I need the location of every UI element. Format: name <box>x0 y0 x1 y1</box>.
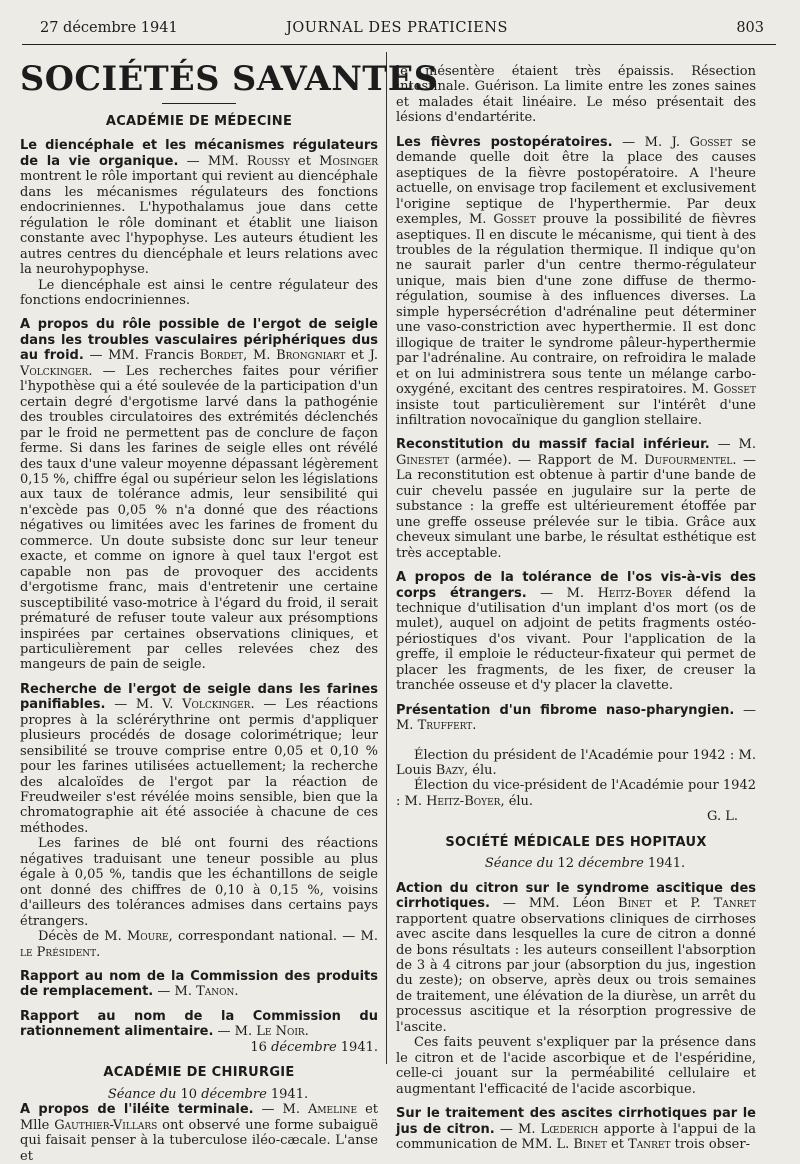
author-name: Tanon <box>196 984 235 1000</box>
article-massif-facial <box>396 437 756 561</box>
article-paragraph: Rapport au nom de la Commission des produits de remplacement. — M. Tanon. <box>20 969 378 1000</box>
author-name: Ameline <box>307 1102 358 1118</box>
header-journal-title: JOURNAL DES PRATICIENS <box>286 20 508 36</box>
article-title: Rapport au nom de la Commission du rationnement alimentaire. <box>20 1008 378 1040</box>
right-column <box>396 64 756 1152</box>
session-date: 16 décembre 1941. <box>250 1039 378 1055</box>
author-name: Truffert <box>417 718 473 734</box>
article-ergot-froid <box>20 317 378 672</box>
author-name: Tanret <box>628 1137 671 1152</box>
article-paragraph: Les fièvres postopératoires. — M. J. Gosset se demande quelle doit être la place des causes aseptiques de la fièvre postopératoire. A l'heure actuelle, on envisage trop facilement et exclusivement l'origine septique de l'hyperthermie. Par deux exemples, M. Gosset prouve la possibilité de fièvres aseptiques. Il en discute le mécanisme, qui tient à des troubles de la régulation thermique. Il indique qu'on ne saurait parler d'un centre thermo-régulateur unique, mais bien d'une zone diffuse de thermo-régulation, soumise à des influences diverses. La simple hypersécrétion d'adrénaline peut déterminer une vaso-constriction avec hyperthermie. Il est donc illogique de traiter le syndrome pâleur-hyperthermie par l'adrénaline. Au contraire, on refroidira le malade et on lui administrera sous tente un mélange carbo-oxygéné, excitant des centres respiratoires. M. Gosset insiste tout particulièrement sur l'intérêt d'une infiltration novocaïnique du ganglion stellaire. <box>396 134 756 428</box>
header-page-number: 803 <box>736 20 764 36</box>
article-title: Action du citron sur le syndrome ascitique des cirrhotiques. <box>396 880 756 912</box>
article-jus-citron <box>396 1106 756 1152</box>
article-paragraph: A propos de l'iléite terminale. — M. Ameline et Mlle Gauthier-Villars ont observé une forme subaiguë qui faisait penser à la tuberculose iléo-cæcale. L'anse et <box>20 1102 379 1164</box>
election-vice-president: Élection du vice-président de l'Académie pour 1942 : M. Heitz-Boyer, élu. <box>396 778 756 809</box>
person-name: Heitz-Boyer <box>426 793 501 809</box>
author-name: Volckinger <box>182 697 251 713</box>
signature: G. L. <box>707 809 738 825</box>
article-paragraph: Ces faits peuvent s'expliquer par la présence dans le citron et de l'acide ascorbique et de l'espéridine, celle-ci jouant sur la perméabilité cellulaire et augmentant l'efficacité de l'acide ascorbique. <box>396 1035 756 1097</box>
deces-notice: Décès de M. Moure, correspondant national. — M. le Président. <box>20 929 378 960</box>
article-paragraph: Le diencéphale et les mécanismes régulateurs de la vie organique. — MM. Roussy et Mosinger montrent le rôle important qui revient au diencéphale dans les mécanismes régulateurs des fonctions endocriniennes. L'hypothalamus joue dans cette régulation le rôle dominant et établit une liaison constante avec l'hypophyse. Les auteurs étudient les autres centres du diencéphale et leurs relations avec la neurohypophyse. <box>20 138 378 278</box>
article-paragraph: Action du citron sur le syndrome ascitique des cirrhotiques. — MM. Léon Binet et P. Tanret rapportent quatre observations cliniques de cirrhoses avec ascite dans lesquelles la cure de citron a donné de bons résultats : les auteurs conseillent l'absorption de 3 à 4 citrons par jour (absorption du jus, ingestion du zeste); on observe, après deux ou trois semaines de traitement, une élévation de la diurèse, un arrêt du processus ascitique et la résorption progressive de l'ascite. <box>396 880 757 1035</box>
section-societe-medicale: SOCIÉTÉ MÉDICALE DES HOPITAUX <box>445 834 707 850</box>
article-title: A propos de la tolérance de l'os vis-à-vis des corps étrangers. <box>396 570 756 601</box>
author-name: Gosset <box>493 212 536 228</box>
author-name: Gauthier-Villars <box>54 1117 158 1133</box>
president-label: le Président <box>20 944 97 960</box>
article-title: Recherche de l'ergot de seigle dans les farines panifiables. <box>20 681 378 713</box>
article-paragraph: A propos du rôle possible de l'ergot de seigle dans les troubles vasculaires périphériques dus au froid. — MM. Francis Bordet, M. Brongniart et J. Volckinger. — Les recherches faites pour vérifier l'hypothèse qui a été soulevée de la participation d'un certain degré d'ergotisme larvé dans la pathogénie des troubles circulatoires des extrémités déclenchés par le froid ne permettent pas de conclure de façon ferme. Si dans les farines de seigle elles ont révélé des taux d'une valeur moyenne dépassant légèrement 0,15 %, chiffre égal ou supérieur selon les législations aux taux de tolérance admis, leur sensibilité qui n'excède pas 0,05 % n'a donné que des réactions négatives ou limitées avec les farines de froment du commerce. Un doute subsiste donc sur leur teneur exacte, et comme on ignore à quel taux l'ergot est capable non pas de provoquer des accidents d'ergotisme franc, mais d'entretenir une certaine susceptibilité vaso-motrice à l'égard du froid, il serait prématuré de refuser toute valeur aux présomptions inspirées par certaines observations cliniques, et particulièrement par celles relevées chez des mangeurs de pain de seigle. <box>20 317 378 673</box>
author-name: Volckinger <box>20 363 89 379</box>
article-action-citron <box>396 881 756 1097</box>
article-title: A propos du rôle possible de l'ergot de seigle dans les troubles vasculaires périphériques dus au froid. <box>20 317 378 364</box>
author-name: Mosinger <box>319 153 378 169</box>
author-name: Lœderich <box>540 1121 599 1137</box>
article-title: Présentation d'un fibrome naso-pharyngien. <box>396 702 735 718</box>
election-president: Élection du président de l'Académie pour 1942 : M. Louis Bazy, élu. <box>396 747 756 779</box>
article-title: Rapport au nom de la Commission des produits de remplacement. <box>20 969 378 1000</box>
article-paragraph: A propos de la tolérance de l'os vis-à-vis des corps étrangers. — M. Heitz-Boyer défend la technique d'utilisation d'un implant d'os mort (os de mulet), auquel on adjoint de petits fragments ostéo-périostiques d'os vivant. Pour l'application de la greffe, il emploie le réducteur-fixateur qui permet de placer les fragments, de les fixer, de creuser la tranchée osseuse et d'y placer la clavette. <box>396 570 756 694</box>
article-fibrome <box>396 703 756 734</box>
person-name: Bazy <box>435 763 465 779</box>
seance-date: Séance du 10 décembre 1941. <box>107 1086 309 1102</box>
author-name: Binet <box>573 1137 607 1152</box>
article-ileite <box>20 1102 378 1164</box>
author-name: Heitz-Boyer <box>597 585 672 601</box>
article-paragraph: Les farines de blé ont fourni des réactions négatives traduisant une teneur possible au plus égale à 0,05 %, tandis que les échantillons de seigle ont donné des chiffres de 0,10 à 0,15 %, voisins d'ailleurs des tolérances admises dans certains pays étrangers. <box>20 836 378 929</box>
author-name: Gosset <box>713 382 756 398</box>
article-produits-remplacement <box>20 969 378 1000</box>
article-ergot-farines <box>20 682 378 960</box>
seance-date: Séance du 12 décembre 1941. <box>484 856 686 872</box>
article-fievres-postoperatoires <box>396 135 756 429</box>
author-name: Dufourmentel <box>644 452 733 468</box>
page-title: SOCIÉTÉS SAVANTES <box>20 59 439 98</box>
author-name: Brongniart <box>276 348 346 364</box>
article-paragraph: Le diencéphale est ainsi le centre régulateur des fonctions endocriniennes. <box>20 277 378 308</box>
header-date: 27 décembre 1941 <box>40 20 178 36</box>
article-paragraph: Présentation d'un fibrome naso-pharyngien. — M. Truffert. <box>396 702 756 734</box>
author-name: Ginestet <box>396 452 450 468</box>
article-rationnement <box>20 1009 378 1055</box>
section-academie-medecine: ACADÉMIE DE MÉDECINE <box>105 114 293 129</box>
article-title: Les fièvres postopératoires. <box>396 134 613 150</box>
author-name: Roussy <box>246 153 290 169</box>
author-name: Le Noir <box>256 1024 305 1040</box>
author-name: Tanret <box>713 896 757 912</box>
article-title: Reconstitution du massif facial inférieur. <box>396 437 710 453</box>
article-title: Sur le traitement des ascites cirrhotiques par le jus de citron. <box>396 1106 756 1137</box>
column-divider <box>386 52 387 1064</box>
title-rule <box>162 103 236 104</box>
article-diencephale <box>20 138 378 308</box>
article-tolerance-os <box>396 570 756 694</box>
elections <box>396 748 756 825</box>
person-name: Moure <box>126 929 169 945</box>
article-paragraph: Recherche de l'ergot de seigle dans les farines panifiables. — M. V. Volckinger. — Les réactions propres à la sclérérythrine ont permis d'appliquer plusieurs procédés de dosage colorimétrique; leur sensibilité se trouve comprise entre 0,05 et 0,10 % pour les farines utilisées actuellement; la recherche des alcaloïdes de l'ergot par la réaction de Freudweiler s'est révélée moins sensible, bien que la chromatographie ait été associée à chacune de ces méthodes. <box>20 681 378 836</box>
article-continuation: le mésentère étaient très épaissis. Résection intestinale. Guérison. La limite entre les zones saines et malades était linéaire. Le méso présentait des lésions d'endartérite. <box>396 64 756 126</box>
page-header <box>22 20 772 40</box>
article-paragraph: Sur le traitement des ascites cirrhotiques par le jus de citron. — M. Lœderich apporte à l'appui de la communication de MM. L. Binet et Tanret trois obser- <box>396 1106 757 1152</box>
article-title: Le diencéphale et les mécanismes régulateurs de la vie organique. <box>20 138 378 169</box>
article-paragraph: Reconstitution du massif facial inférieur. — M. Ginestet (armée). — Rapport de M. Dufourmentel. — La reconstitution est obtenue à partir d'une bande de cuir chevelu passée en jugulaire sur la perte de substance : la greffe est ultérieurement étoffée par une greffe osseuse prélevée sur le tibia. Grâce aux cheveux simulant une barbe, le résultat esthétique est très acceptable. <box>396 437 757 561</box>
author-name: Gosset <box>689 134 733 150</box>
section-academie-chirurgie: ACADÉMIE DE CHIRURGIE <box>103 1065 295 1081</box>
header-rule <box>22 44 776 45</box>
article-title: A propos de l'iléite terminale. <box>20 1102 254 1118</box>
article-paragraph: Rapport au nom de la Commission du rationnement alimentaire. — M. Le Noir. <box>20 1008 378 1040</box>
author-name: Binet <box>618 896 652 912</box>
author-name: Bordet <box>199 348 244 364</box>
